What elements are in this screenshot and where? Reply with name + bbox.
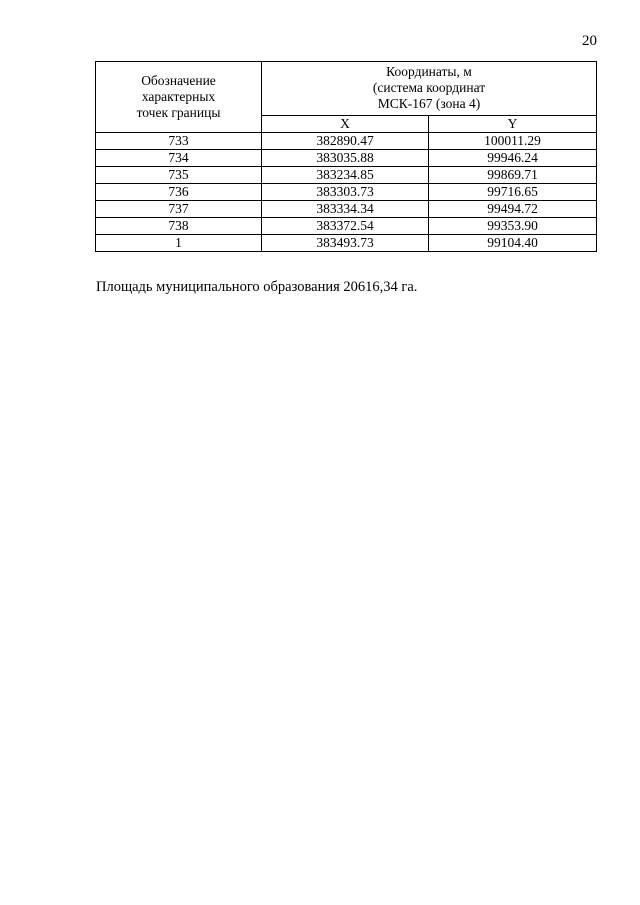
y-cell: 100011.29	[429, 133, 597, 150]
coordinates-table	[95, 61, 597, 252]
table-row	[96, 167, 597, 184]
x-cell: 383303.73	[262, 184, 429, 201]
point-cell: 736	[96, 184, 262, 201]
table-row	[96, 184, 597, 201]
header-coords-line: (система координат	[372, 80, 486, 96]
table-row	[96, 235, 597, 252]
point-cell: 734	[96, 150, 262, 167]
header-coords-line: МСК-167 (зона 4)	[377, 96, 481, 112]
table-row	[96, 150, 597, 167]
table-header-row	[96, 62, 597, 116]
table-body	[96, 133, 597, 252]
x-cell: 383493.73	[262, 235, 429, 252]
table-row	[96, 201, 597, 218]
header-coords-line: Координаты, м	[386, 64, 472, 80]
y-cell: 99716.65	[429, 184, 597, 201]
x-cell: 382890.47	[262, 133, 429, 150]
table-row	[96, 133, 597, 150]
header-point-line: точек границы	[136, 105, 221, 120]
header-point-line: Обозначение	[141, 73, 216, 88]
point-cell: 738	[96, 218, 262, 235]
page-number: 20	[582, 33, 597, 49]
header-point-designation	[96, 62, 262, 133]
y-cell: 99353.90	[429, 218, 597, 235]
point-cell: 1	[96, 235, 262, 252]
header-point-line: характерных	[141, 89, 216, 104]
point-cell: 737	[96, 201, 262, 218]
x-cell: 383234.85	[262, 167, 429, 184]
area-statement: Площадь муниципального образования 20616,34 га.	[96, 279, 418, 295]
y-cell: 99946.24	[429, 150, 597, 167]
header-x: X	[262, 115, 429, 132]
header-coordinates	[262, 62, 597, 116]
point-cell: 733	[96, 133, 262, 150]
y-cell: 99494.72	[429, 201, 597, 218]
x-cell: 383035.88	[262, 150, 429, 167]
header-y: Y	[429, 115, 597, 132]
y-cell: 99869.71	[429, 167, 597, 184]
y-cell: 99104.40	[429, 235, 597, 252]
x-cell: 383334.34	[262, 201, 429, 218]
x-cell: 383372.54	[262, 218, 429, 235]
point-cell: 735	[96, 167, 262, 184]
table-row	[96, 218, 597, 235]
